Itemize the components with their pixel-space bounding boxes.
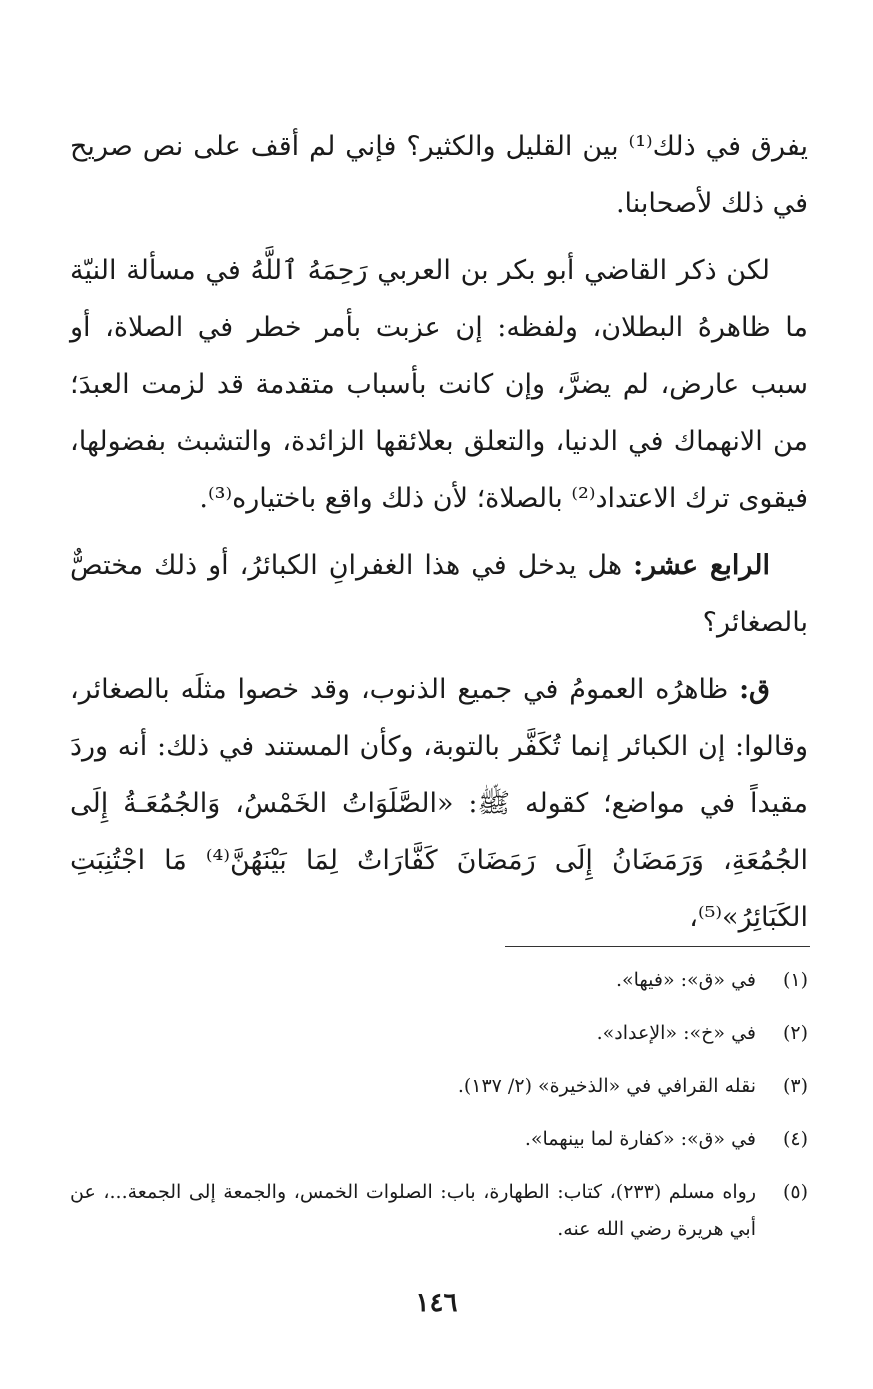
paragraph-3-text: هل يدخل في هذا الغفرانِ الكبائرُ، أو ذلك مختصٌّ بالصغائر؟ bbox=[70, 550, 808, 638]
paragraph-2: لكن ذكر القاضي أبو بكر بن العربي رَحِمَهُ ٱللَّهُ في مسألة النيّة ما ظاهرهُ البطلان، ولفظه: إن عزبت بأمر خطر في الصلاة، أو سبب عارض، لم يضرَّ، وإن كانت بأسباب متقدمة قد لزمت العبدَ؛ من الانهماك في الدنيا، والتعلق بعلائقها الزائدة، والتشبث بفضولها، فيقوى ترك الاعتداد⁽²⁾ بالصلاة؛ لأن ذلك واقع باختياره⁽³⁾. bbox=[70, 255, 808, 514]
page-number: ١٤٦ bbox=[415, 1288, 458, 1318]
footnote-text: نقله القرافي في «الذخيرة» (٢/ ١٣٧). bbox=[457, 1075, 756, 1097]
footnote-text: في «ق»: «كفارة لما بينهما». bbox=[524, 1128, 756, 1150]
section-heading: الرابع عشر: bbox=[633, 550, 770, 581]
paragraph-1: يفرق في ذلك⁽¹⁾ بين القليل والكثير؟ فإني لم أقف على نص صريح في ذلك لأصحابنا. bbox=[70, 131, 809, 219]
footnote bbox=[70, 962, 808, 999]
footnote-number: (٥) bbox=[782, 1181, 808, 1203]
paragraph-4 bbox=[70, 661, 808, 946]
footnote-text: رواه مسلم (٢٣٣)، كتاب: الطهارة، باب: الصلوات الخمس، والجمعة إلى الجمعة...، عن أبي هريرة رضي الله عنه. bbox=[70, 1181, 756, 1240]
main-text bbox=[70, 118, 808, 956]
footnote-number: (٤) bbox=[782, 1128, 808, 1150]
footnote bbox=[70, 1068, 808, 1105]
paragraph-3 bbox=[70, 537, 808, 651]
footnote-text: في «خ»: «الإعداد». bbox=[596, 1022, 756, 1044]
footnote-number: (١) bbox=[782, 969, 808, 991]
speaker-marker: ق: bbox=[739, 674, 770, 705]
footnote-text: في «ق»: «فيها». bbox=[615, 969, 756, 991]
footnote-number: (٣) bbox=[782, 1075, 808, 1097]
paragraph-4-text: ظاهرُه العمومُ في جميع الذنوب، وقد خصوا مثلَه بالصغائر، وقالوا: إن الكبائر إنما تُكَفَّر بالتوبة، وكأن المستند في ذلك: أنه وردَ مقيداً في مواضع؛ كقوله ﷺ: «الصَّلَوَاتُ الخَمْسُ، وَالجُمُعَـةُ إِلَى الجُمُعَةِ، وَرَمَضَانُ إِلَى رَمَضَانَ كَفَّارَاتٌ لِمَا بَيْنَهُنَّ⁽⁴⁾ مَا اجْتُنِبَتِ الكَبَائِرُ»⁽⁵⁾، bbox=[70, 674, 808, 933]
footnote-number: (٢) bbox=[782, 1022, 808, 1044]
footnote-separator bbox=[505, 946, 810, 947]
footnote bbox=[70, 1015, 808, 1052]
footnote bbox=[70, 1174, 808, 1248]
footnote bbox=[70, 1121, 808, 1158]
footnotes bbox=[70, 962, 808, 1264]
